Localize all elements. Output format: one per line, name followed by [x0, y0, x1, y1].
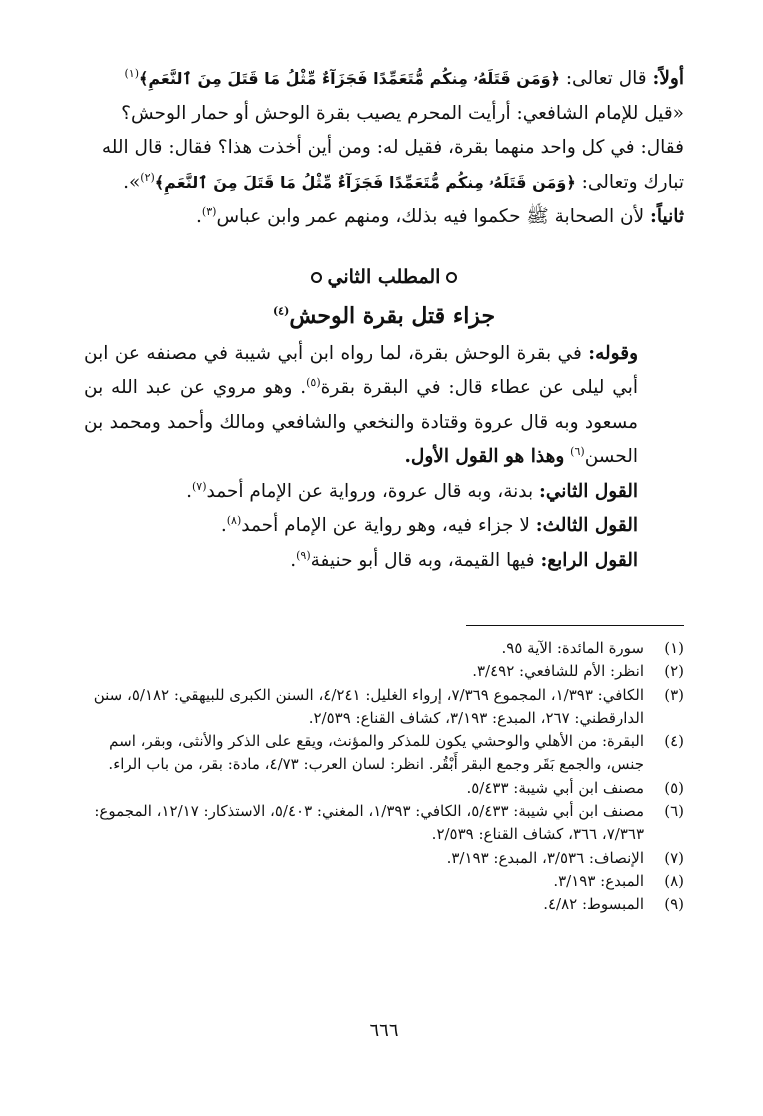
- footnote-ref-1[interactable]: (١): [124, 66, 139, 80]
- footnote-ref-7[interactable]: (٧): [191, 479, 207, 493]
- tabaraka-text: تبارك وتعالى:: [581, 171, 684, 193]
- footnote-item: [84, 660, 684, 683]
- lead-text: في بقرة الوحش بقرة، لما رواه ابن أبي شيبة في مصنفه عن ابن أبي ليلى عن عطاء قال: في البقرة بقرة: [84, 342, 638, 398]
- footnote-number: (٥): [664, 778, 684, 797]
- first-intro: قال تعالى:: [565, 68, 647, 89]
- footnote-number: (٤): [664, 732, 684, 751]
- ring-icon: [446, 272, 457, 283]
- footnote-number: (١): [664, 639, 684, 657]
- footnote-text: انظر: الأم للشافعي: ٣/٤٩٢.: [472, 662, 644, 681]
- second-end: .: [196, 206, 202, 227]
- opinion-end: .: [290, 549, 297, 571]
- footnote-ref-4[interactable]: (٤): [272, 304, 290, 318]
- mid-text: . وهو مروي عن عبد الله بن مسعود وبه قال عروة وقتادة والنخعي والشافعي ومالك وأحمد ومحمد بن الحسن: [84, 377, 638, 467]
- first-opinion: وهذا هو القول الأول.: [404, 446, 565, 467]
- quote-close: ».: [123, 171, 141, 193]
- footnote-text: مصنف ابن أبي شيبة: ٥/٤٣٣، الكافي: ١/٣٩٣، المغني: ٥/٤٠٣، الاستذكار: ١٢/١٧، المجموع: ٧/٣٦٣، ٣٦٦، كشاف القناع: ٢/٥٣٩.: [94, 802, 644, 844]
- footnote-item: [84, 777, 684, 800]
- footnote-text: مصنف ابن أبي شيبة: ٥/٤٣٣.: [466, 778, 644, 797]
- footnote-text: المبسوط: ٤/٨٢.: [543, 895, 644, 914]
- footnote-text: الإنصاف: ٣/٥٣٦، المبدع: ٣/١٩٣.: [446, 848, 644, 867]
- ring-icon: [311, 272, 322, 283]
- footnote-number: (٦): [664, 802, 684, 821]
- body-text: [84, 62, 684, 578]
- opinion-text: فيها القيمة، وبه قال أبو حنيفة: [310, 549, 535, 571]
- second-text: لأن الصحابة ﷺ حكموا فيه بذلك، ومنهم عمر وابن عباس: [216, 206, 645, 227]
- footnote-item: [84, 893, 684, 916]
- second-reason: [84, 200, 684, 235]
- shafii-quote: «قيل للإمام الشافعي: أرأيت المحرم يصيب بقرة الوحش أو حمار الوحش؟: [121, 102, 684, 124]
- footnote-number: (٢): [664, 662, 684, 681]
- footnote-text: سورة المائدة: الآية ٩٥.: [501, 639, 644, 657]
- first-label: أولاً:: [652, 68, 684, 89]
- subsection-title: [84, 259, 684, 295]
- footnote-divider: [466, 625, 684, 626]
- footnote-ref-2[interactable]: (٢): [140, 170, 155, 184]
- section-heading: [84, 295, 684, 337]
- footnote-number: (٧): [664, 848, 684, 867]
- opinion-label: القول الثاني:: [539, 480, 638, 502]
- opinion-text: لا جزاء فيه، وهو رواية عن الإمام أحمد: [241, 515, 530, 536]
- page-number: ٦٦٦: [369, 1020, 399, 1041]
- footnote-ref-6[interactable]: (٦): [570, 444, 585, 458]
- footnote-ref-5[interactable]: (٥): [306, 375, 321, 389]
- footnote-item: [84, 800, 684, 847]
- book-page: [84, 62, 684, 1062]
- footnote-text: البقرة: من الأهلي والوحشي يكون للمذكر والمؤنث، ويقع على الذكر والأنثى، وبقر، اسم جنس، والجمع بَقَر وجمع البقر أَبْقُر. انظر: لسان العرب: ٤/٧٣، مادة: بقر، من باب الراء.: [108, 732, 644, 774]
- footnote-item: [84, 730, 684, 777]
- footnote-item: [84, 684, 684, 731]
- opinion-label: القول الرابع:: [540, 549, 638, 571]
- footnote-item: [84, 870, 684, 893]
- footnote-ref-3[interactable]: (٣): [201, 204, 217, 218]
- first-reason: [84, 62, 684, 97]
- footnote-item: [84, 847, 684, 870]
- opinion-text: بدنة، وبه قال عروة، ورواية عن الإمام أحمد: [206, 480, 534, 502]
- footnote-number: (٣): [664, 685, 684, 704]
- lead-label: وقوله:: [588, 342, 638, 364]
- section-heading-text: جزاء قتل بقرة الوحش: [289, 302, 496, 329]
- main-paragraph: [84, 337, 684, 475]
- footnote-number: (٨): [664, 871, 684, 890]
- footnote-text: الكافي: ١/٣٩٣، المجموع ٧/٣٦٩، إرواء الغليل: ٤/٢٤١، السنن الكبرى للبيهقي: ٥/١٨٢، سنن الدارقطني: ٢٦٧، المبدع: ٣/١٩٣، كشاف القناع: ٢/٥٣٩.: [93, 685, 644, 727]
- verse-2-line: [84, 166, 684, 201]
- quran-verse-1: ﴿وَمَن قَتَلَهُۥ مِنكُم مُّتَعَمِّدًا فَجَزَآءٌ مِّثْلُ مَا قَتَلَ مِنَ ٱلنَّعَمِ﴾: [139, 69, 560, 88]
- opinion-3: [84, 509, 684, 544]
- opinion-end: .: [220, 515, 227, 536]
- footnote-item: [84, 637, 684, 660]
- opinion-label: القول الثالث:: [535, 515, 638, 536]
- footnote-ref-8[interactable]: (٨): [226, 513, 242, 527]
- shafii-answer: فقال: في كل واحد منهما بقرة، فقيل له: ومن أين أخذت هذا؟ فقال: قال الله: [101, 137, 684, 158]
- footnote-ref-9[interactable]: (٩): [296, 548, 311, 562]
- footnotes: [84, 637, 684, 917]
- second-label: ثانياً:: [650, 206, 684, 227]
- opinion-4: [84, 544, 684, 579]
- quran-verse-2: ﴿وَمَن قَتَلَهُۥ مِنكُم مُّتَعَمِّدًا فَجَزَآءٌ مِّثْلُ مَا قَتَلَ مِنَ ٱلنَّعَمِ﴾: [154, 172, 576, 192]
- opinion-end: .: [186, 480, 192, 502]
- opinion-2: [84, 475, 684, 510]
- subsection-label: المطلب الثاني: [327, 265, 441, 288]
- footnote-number: (٩): [664, 895, 684, 914]
- footnote-text: المبدع: ٣/١٩٣.: [553, 871, 644, 890]
